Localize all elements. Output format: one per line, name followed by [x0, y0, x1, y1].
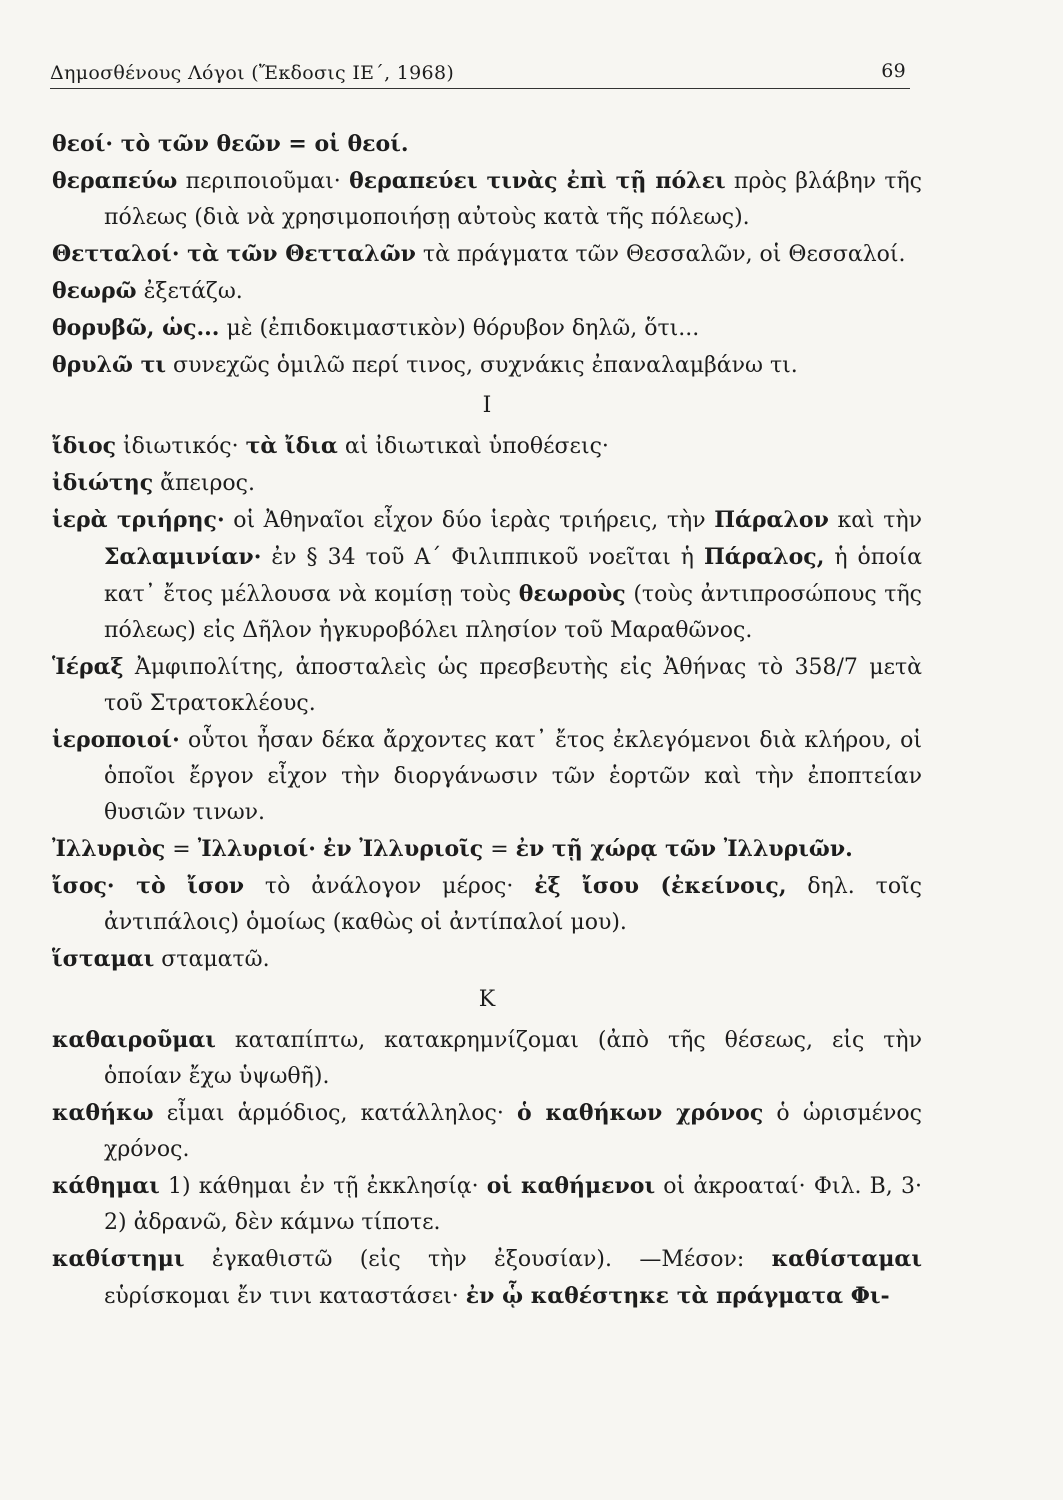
- definition-text: οὗτοι ἦσαν δέκα ἄρχοντες κατ᾽ ἔτος ἐκλεγόμενοι διὰ κλήρου, οἱ ὁποῖοι ἔργον εἶχον τὴν διοργάνωσιν τῶν ἑορτῶν καὶ τὴν ἐποπτείαν θυσιῶν τινων.: [104, 728, 922, 825]
- bold-phrase: ἐν Ἰλλυριοῖς: [322, 836, 484, 862]
- section-letter: Ι: [482, 393, 492, 418]
- definition-text: εἶμαι ἁρμόδιος, κατάλληλος·: [153, 1101, 517, 1126]
- definition-text: καταπίπτω, κατακρημνίζομαι (ἀπὸ τῆς θέσεως, εἰς τὴν ὁποίαν ἔχω ὑψωθῆ).: [104, 1028, 922, 1089]
- bold-phrase: τὸ τῶν θεῶν = οἱ θεοί.: [113, 131, 409, 157]
- running-header: [50, 58, 910, 89]
- bold-phrase: Ἰλλυριοί·: [197, 836, 316, 862]
- glossary-entry: [52, 465, 922, 502]
- glossary-entry: [52, 649, 922, 722]
- entry-headword: καθήκω: [52, 1100, 154, 1126]
- definition-text: ἡ ὁποία κατ᾽ ἔτος μέλλουσα νὰ κομίσῃ τοὺς: [104, 545, 922, 607]
- glossary-entry: [52, 273, 922, 310]
- glossary-entry: [52, 1022, 922, 1095]
- definition-text: οἱ ἀκροαταί· Φιλ. Β, 3· 2) ἀδρανῶ, δὲν κάμνω τίποτε.: [104, 1174, 922, 1235]
- bold-phrase: Πάραλον: [714, 507, 829, 533]
- entry-headword: θρυλῶ τι: [52, 352, 167, 378]
- entry-headword: θεραπεύω: [52, 168, 178, 194]
- definition-text: =: [483, 837, 516, 862]
- entry-headword: ἵσταμαι: [52, 946, 155, 972]
- entry-headword: ἴσος·: [52, 873, 115, 899]
- glossary-entry: [52, 347, 922, 384]
- definition-text: ἐξετάζω.: [136, 279, 243, 304]
- glossary-entry: [52, 868, 922, 941]
- definition-text: ὁ ὡρισμένος χρόνος.: [104, 1101, 922, 1162]
- bold-phrase: τὰ ἴδια: [245, 433, 338, 459]
- definition-text: πρὸς βλάβην τῆς πόλεως (διὰ νὰ χρησιμοποιήσῃ αὐτοὺς κατὰ τῆς πόλεως).: [104, 169, 923, 230]
- glossary-entry: [52, 1241, 922, 1315]
- running-title: Δημοσθένους Λόγοι (Ἔκδοσις ΙΕ΄, 1968): [50, 62, 455, 84]
- glossary-entry: [52, 126, 922, 163]
- bold-phrase: ὁ καθήκων χρόνος: [517, 1100, 764, 1126]
- definition-text: ἰδιωτικός·: [116, 434, 246, 459]
- glossary-entry: [52, 722, 922, 831]
- definition-text: δηλ. τοῖς ἀντιπάλοις) ὁμοίως (καθὼς οἱ ἀντίπαλοί μου).: [104, 874, 923, 935]
- bold-phrase: ἐξ ἴσου (ἐκείνοις,: [534, 873, 787, 899]
- definition-text: (τοὺς ἀντιπροσώπους τῆς πόλεως) εἰς Δῆλον ἠγκυροβόλει πλησίον τοῦ Μαραθῶνος.: [104, 582, 922, 643]
- entry-headword: καθίστημι: [52, 1246, 185, 1272]
- bold-phrase: οἱ καθήμενοι: [486, 1173, 656, 1199]
- glossary-entry: [52, 502, 922, 649]
- definition-text: τὸ ἀνάλογον μέρος·: [244, 874, 535, 899]
- bold-phrase: τὰ τῶν Θετταλῶν: [179, 241, 416, 267]
- glossary-entry: [52, 831, 922, 868]
- entry-headword: ἱεροποιοί·: [52, 727, 180, 753]
- definition-text: [316, 837, 323, 862]
- definition-text: ἐν § 34 τοῦ Α΄ Φιλιππικοῦ νοεῖται ἡ: [261, 545, 704, 570]
- glossary-entry: [52, 236, 922, 273]
- definition-text: σταματῶ.: [154, 947, 270, 972]
- bold-phrase: Σαλαμινίαν·: [104, 544, 262, 570]
- definition-text: τὰ πράγματα τῶν Θεσσαλῶν, οἱ Θεσσαλοί.: [415, 242, 906, 267]
- definition-text: συνεχῶς ὁμιλῶ περί τινος, συχνάκις ἐπαναλαμβάνω τι.: [166, 353, 798, 378]
- bold-phrase: θεραπεύει τινὰς ἐπὶ τῇ πόλει: [349, 168, 726, 194]
- glossary-entry: [52, 941, 922, 978]
- definition-text: Ἀμφιπολίτης, ἀποσταλεὶς ὡς πρεσβευτὴς εἰς Ἀθήνας τὸ 358/7 μετὰ τοῦ Στρατοκλέους.: [104, 655, 922, 716]
- definition-text: καὶ τὴν: [828, 508, 922, 533]
- definition-text: ἄπειρος.: [153, 471, 255, 496]
- entry-headword: Θετταλοί·: [52, 241, 180, 267]
- bold-phrase: ἐν τῇ χώρᾳ τῶν Ἰλλυριῶν.: [515, 836, 853, 862]
- bold-phrase: θεωροὺς: [518, 581, 626, 607]
- definition-text: 1) κάθημαι ἐν τῇ ἐκκλησίᾳ·: [159, 1174, 487, 1199]
- entry-headword: κάθημαι: [52, 1173, 160, 1199]
- definition-text: περιποιοῦμαι·: [177, 169, 350, 194]
- bold-phrase: τὸ ἴσον: [114, 873, 245, 899]
- entry-headword: Ἰλλυριὸς: [52, 836, 166, 862]
- glossary-entry: [52, 1168, 922, 1241]
- bold-phrase: καθίσταμαι: [771, 1246, 922, 1272]
- page-number: 69: [881, 60, 906, 82]
- definition-text: αἱ ἰδιωτικαὶ ὑποθέσεις·: [337, 434, 609, 459]
- definition-text: οἱ Ἀθηναῖοι εἶχον δύο ἱερὰς τριήρεις, τὴν: [224, 508, 715, 533]
- definition-text: μὲ (ἐπιδοκιμαστικὸν) θόρυβον δηλῶ, ὅτι...: [219, 316, 700, 341]
- entry-headword: θεοί·: [52, 131, 114, 157]
- entry-headword: Ἱέραξ: [52, 654, 124, 680]
- definition-text: εὑρίσκομαι ἔν τινι καταστάσει·: [104, 1284, 466, 1309]
- definition-text: ἐγκαθιστῶ (εἰς τὴν ἐξουσίαν). —Μέσον:: [184, 1247, 772, 1272]
- entry-headword: θορυβῶ, ὡς...: [52, 315, 220, 341]
- bold-phrase: Πάραλος,: [703, 544, 825, 570]
- entry-headword: καθαιροῦμαι: [52, 1027, 216, 1053]
- entry-headword: ἴδιος: [52, 433, 117, 459]
- entry-headword: θεωρῶ: [52, 278, 137, 304]
- section-letter: Κ: [478, 987, 496, 1012]
- entry-headword: ἱερὰ τριήρης·: [52, 507, 225, 533]
- bold-phrase: ἐν ᾧ καθέστηκε τὰ πράγματα Φι-: [465, 1283, 890, 1309]
- glossary-entry: [52, 310, 922, 347]
- glossary-entry: [52, 1095, 922, 1168]
- glossary-entry: [52, 428, 922, 465]
- glossary-body: [52, 126, 922, 1315]
- glossary-entry: [52, 163, 922, 236]
- entry-headword: ἰδιώτης: [52, 470, 154, 496]
- definition-text: =: [165, 837, 198, 862]
